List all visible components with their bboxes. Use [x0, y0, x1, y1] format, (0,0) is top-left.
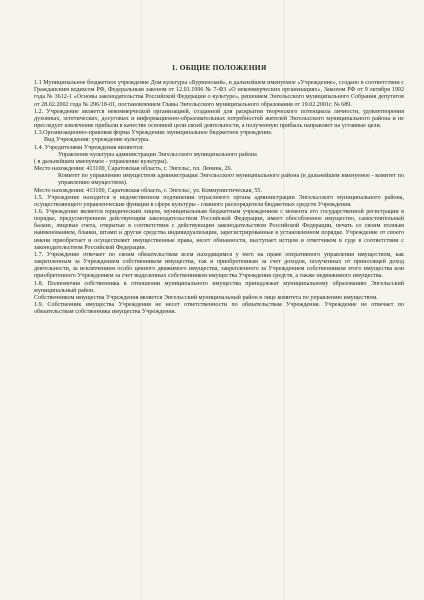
paragraph-1-9: 1.9. Собственник имущества Учреждения не несет ответственности по обязательствам Учреждения. Учреждение не отвечает по обязательствам собственника имущества Учреждения.: [34, 302, 404, 316]
paragraph-1-3: 1.3.Организационно-правовая форма Учреждения: муниципальное бюджетное учреждение.: [34, 130, 273, 137]
paragraph-founder-culture-alias: ( в дальнейшем именуемое - управление культуры).: [34, 158, 169, 165]
paragraph-1-5: 1.5. Учреждение находится в ведомственном подчинении отраслевого органа администрации Энгельсского муниципального района, осуществляющего управленческие функции в сфере культуры - главного распорядителя бюджетных средств Учреждения.: [34, 194, 404, 208]
paragraph-institution-type: Вид Учреждения: учреждение культуры.: [44, 137, 150, 144]
document-body: [34, 64, 404, 316]
section-heading: 1. ОБЩИЕ ПОЛОЖЕНИЯ: [171, 63, 267, 72]
paragraph-1-6: 1.6. Учреждение является юридическим лицом, муниципальным бюджетным учреждением с момента его государственной регистрации в порядке, предусмотренном действующим законодательством Российской Федерации, имеет обособленное имущество, самостоятельный баланс, лицевые счета, открытые в соответствии с действующим законодательством Российской Федерации, печать со своим полным наименованием, бланки, штамп и другие средства индивидуализации, зарегистрированные в установленном порядке. Учреждение от своего имени приобретает и осуществляет имущественные права, несет обязанности, выступает истцом и ответчиком в суде в соответствии с законодательством Российской Федерации.: [34, 208, 404, 251]
paragraph-owner: Собственником имущества Учреждения является Энгельсский муниципальный район в лице комитета по управлению имуществом.: [34, 294, 378, 301]
paragraph-1-1: 1.1 Муниципальное бюджетное учреждение Дом культуры «Бурненский», в дальнейшем именуемое «Учреждение», создано в соответствии с Гражданским кодексом РФ, Федеральным законом от 12.01.1996 № 7-ФЗ «О некоммерческих организациях», Законом РФ от 9 октября 1992 года № 3612-1 «Основы законодательства Российской Федерации о культуре», решением Энгельсского муниципального Собрания депутатов от 28.02.2002 года № 296/18-01, постановлением Главы Энгельсского муниципального образования от 19.02.2001г. № 689.: [34, 80, 404, 108]
paragraph-founder-property-address: Место нахождения: 413100, Саратовская область, г. Энгельс, ул. Коммунистическая, 55.: [34, 187, 262, 194]
paragraph-founder-property: Комитет по управлению имуществом администрации Энгельсского муниципального района (в дальнейшем именуемое - комитет по управлению имуществом).: [58, 173, 404, 187]
paragraph-1-8: 1.8. Полномочия собственника в отношении муниципального имущества принадлежат муниципальному образованию Энгельсский муниципальный район.: [34, 280, 404, 294]
paragraph-1-7: 1.7. Учреждение отвечает по своим обязательствам всем находящимся у него на праве оперативного управления имуществом, как закрепленным за Учреждением собственником имущества, так и приобретенным за счет доходов, полученных от приносящей доход деятельности, за исключением особо ценного движимого имущества, закрепленного за Учреждением собственником этого имущества или приобретенного Учреждением за счет выделенных собственником имущества Учреждения средств, а также недвижимого имущества.: [34, 251, 404, 280]
paragraph-1-2: 1.2. Учреждение является некоммерческой организацией, созданной для раскрытия творческого потенциала личности, удовлетворения духовных, эстетических, досуговых и информационно-образовательных потребностей жителей Энгельсского муниципального района и не преследует извлечение прибыли в качестве основной цели своей деятельности, а полученную прибыль направляет на уставные цели.: [34, 108, 404, 130]
paragraph-1-4: 1.4. Учредителями Учреждения являются:: [34, 144, 144, 151]
paragraph-founder-culture-address: Место нахождения: 413100, Саратовская область, г. Энгельс, пл. Ленина, 26.: [34, 166, 233, 173]
paragraph-founder-culture: Управление культуры администрации Энгельсского муниципального района: [58, 151, 257, 158]
